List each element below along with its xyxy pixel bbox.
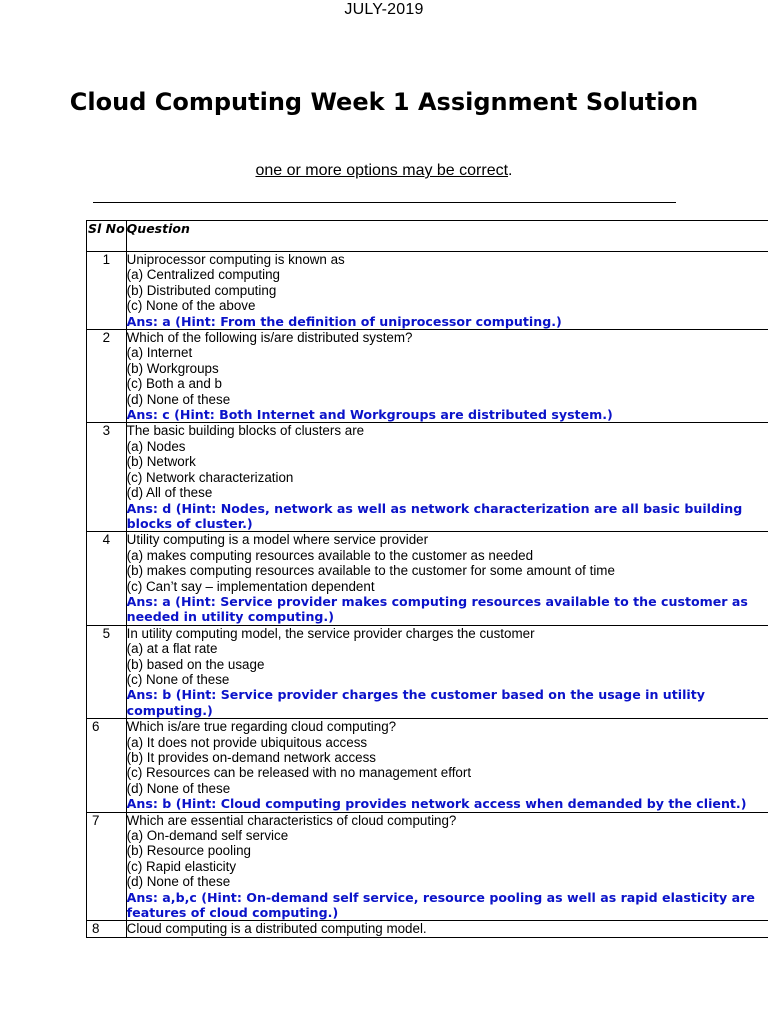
option-text: (a) Internet <box>126 345 193 361</box>
answer-text: Ans: a,b,c (Hint: On-demand self service, resource pooling as well as rapid elasticity are features of cloud computing.) <box>126 889 755 921</box>
document-subtitle <box>0 162 768 180</box>
answer-text: Ans: c (Hint: Both Internet and Workgroups are distributed system.) <box>126 407 613 423</box>
question-text: The basic building blocks of clusters are <box>126 423 365 439</box>
option-text: (d) None of these <box>126 780 231 796</box>
question-number: 8 <box>87 921 127 937</box>
document-title: Cloud Computing Week 1 Assignment Solution <box>69 88 699 116</box>
option-text: (a) Nodes <box>126 438 186 454</box>
option-text: (c) None of the above <box>126 298 256 314</box>
table-row <box>87 423 768 532</box>
question-cell <box>126 423 768 532</box>
option-text: (a) Centralized computing <box>126 267 280 283</box>
question-number: 4 <box>87 532 127 625</box>
answer-text: Ans: b (Hint: Service provider charges the customer based on the usage in utility computing.) <box>126 687 705 718</box>
question-number: 1 <box>87 252 127 330</box>
question-cell <box>126 330 768 423</box>
table-row <box>87 252 768 330</box>
answer-text: Ans: d (Hint: Nodes, network as well as network characterization are all basic building blocks of cluster.) <box>126 500 743 531</box>
question-text: Which is/are true regarding cloud computing? <box>126 719 397 735</box>
document-date: JULY-2019 <box>344 1 424 18</box>
column-header-question: Question <box>126 221 768 252</box>
subtitle-text: one or more options may be correct <box>255 162 509 179</box>
option-text: (c) Network characterization <box>126 469 294 485</box>
question-text: In utility computing model, the service provider charges the customer <box>126 625 535 641</box>
table-row <box>87 330 768 423</box>
option-text: (a) On-demand self service <box>126 828 289 844</box>
option-text: (d) All of these <box>126 485 213 501</box>
question-text: Uniprocessor computing is known as <box>126 252 345 267</box>
question-number: 5 <box>87 625 127 718</box>
option-text: (b) Workgroups <box>126 360 219 376</box>
question-number: 7 <box>87 812 127 921</box>
option-text: (c) None of these <box>126 671 230 687</box>
table-row <box>87 719 768 812</box>
option-text: (c) Can’t say – implementation dependent <box>126 578 375 594</box>
header-divider <box>93 202 676 203</box>
option-text: (b) Resource pooling <box>126 843 251 859</box>
question-cell <box>126 812 768 921</box>
answer-text: Ans: a (Hint: From the definition of uniprocessor computing.) <box>126 313 562 329</box>
question-cell <box>126 532 768 625</box>
column-header-no: Sl No <box>87 221 127 252</box>
answer-text: Ans: b (Hint: Cloud computing provides network access when demanded by the client.) <box>126 796 747 812</box>
question-text: Utility computing is a model where service provider <box>126 532 429 548</box>
table-header-row <box>87 221 768 252</box>
option-text: (b) based on the usage <box>126 656 265 672</box>
answer-text: Ans: a (Hint: Service provider makes computing resources available to the customer as needed in utility computing.) <box>126 593 748 625</box>
option-text: (b) makes computing resources available to the customer for some amount of time <box>126 563 615 579</box>
option-text: (c) Rapid elasticity <box>126 858 237 874</box>
question-cell <box>126 625 768 718</box>
option-text: (d) None of these <box>126 391 231 407</box>
option-text: (c) Both a and b <box>126 376 222 392</box>
question-cell <box>126 719 768 812</box>
table-row <box>87 921 768 937</box>
question-text: Cloud computing is a distributed computing model. <box>126 921 427 937</box>
question-table <box>86 220 768 938</box>
question-number: 6 <box>87 719 127 812</box>
option-text: (a) makes computing resources available to the customer as needed <box>126 547 534 563</box>
question-text: Which are essential characteristics of cloud computing? <box>126 812 457 828</box>
option-text: (d) None of these <box>126 874 231 890</box>
option-text: (b) It provides on-demand network access <box>126 750 377 765</box>
question-text: Which of the following is/are distributed system? <box>126 330 413 346</box>
question-number: 2 <box>87 330 127 423</box>
table-row <box>87 532 768 625</box>
option-text: (c) Resources can be released with no management effort <box>126 765 472 781</box>
option-text: (b) Distributed computing <box>126 282 277 298</box>
table-row <box>87 812 768 921</box>
question-cell <box>126 921 768 937</box>
question-number: 3 <box>87 423 127 532</box>
option-text: (a) It does not provide ubiquitous access <box>126 734 368 750</box>
option-text: (a) at a flat rate <box>126 641 218 657</box>
question-cell <box>126 252 768 330</box>
table-row <box>87 625 768 718</box>
subtitle-period: . <box>508 162 513 179</box>
option-text: (b) Network <box>126 454 196 470</box>
